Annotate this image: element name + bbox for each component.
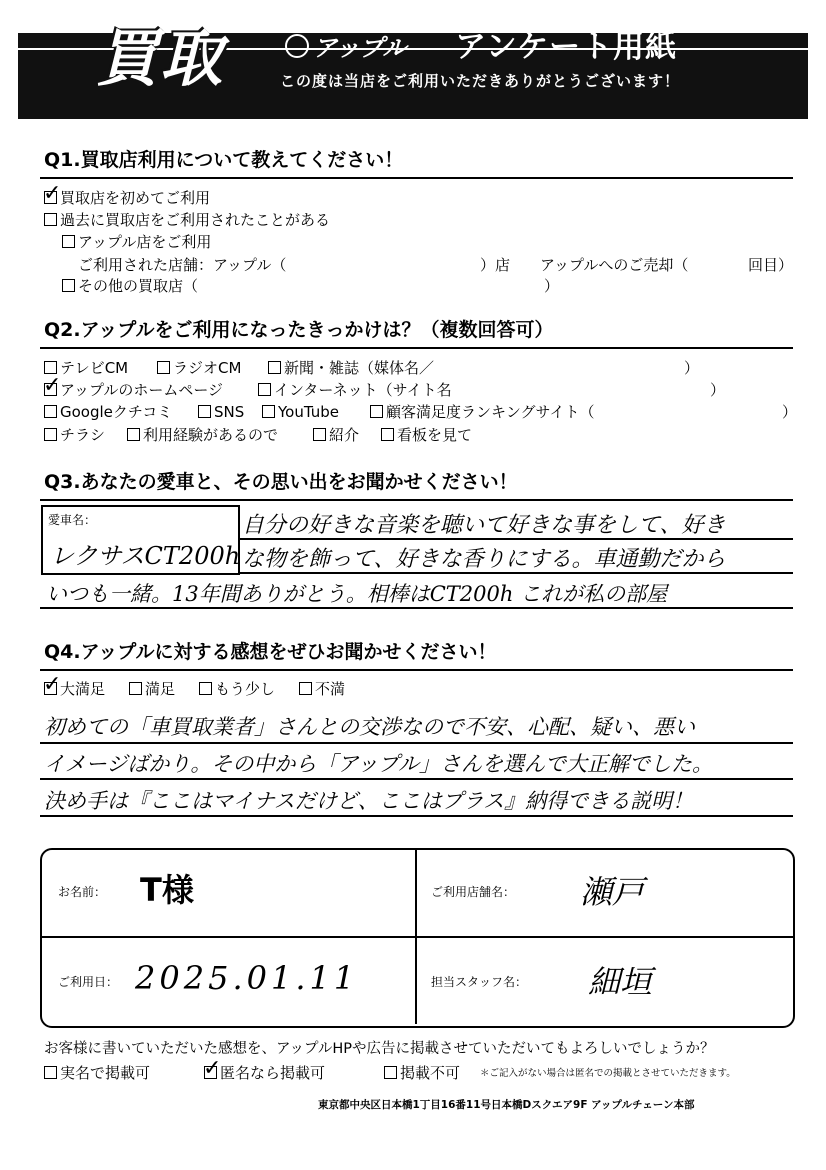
- checkbox[interactable]: [381, 428, 394, 441]
- checkbox[interactable]: [44, 213, 57, 226]
- checkbox[interactable]: [199, 682, 212, 695]
- q1-sales-suffix: 回目）: [748, 256, 794, 274]
- q4-option-little-more[interactable]: もう少し: [199, 682, 275, 697]
- q1-option-other[interactable]: その他の買取店（: [62, 279, 198, 294]
- checkbox[interactable]: [44, 405, 57, 418]
- q1-store-suffix: ）店: [480, 256, 511, 274]
- checkbox[interactable]: [129, 682, 142, 695]
- comment-line-3: [40, 815, 793, 817]
- q2-option-ranking[interactable]: 顧客満足度ランキングサイト（: [370, 405, 595, 420]
- card-divider-vertical: [415, 850, 417, 1024]
- staff-label: 担当スタッフ名：: [431, 975, 528, 989]
- q2-title: Q2.アップルをご利用になったきっかけは？（複数回答可）: [44, 319, 554, 341]
- store-name-label: ご利用店舗名：: [431, 885, 516, 899]
- q1-option-first[interactable]: ✓ 買取店を初めてご利用: [43, 181, 211, 207]
- q4-option-dissatisfied[interactable]: 不満: [299, 682, 345, 697]
- checkbox[interactable]: [62, 279, 75, 292]
- q2-option-flyer[interactable]: チラシ: [44, 428, 105, 443]
- q2-paper-close: ）: [684, 359, 700, 377]
- footer-address: 東京都中央区日本橋1丁目16番11号日本橋Dスクエア9F アップルチェーン本部: [318, 1099, 695, 1111]
- q3-rule: [40, 499, 793, 501]
- checkbox[interactable]: [313, 428, 326, 441]
- checkbox[interactable]: [44, 1066, 57, 1079]
- q2-option-radio[interactable]: ラジオCM: [157, 361, 241, 376]
- comment-text-2: イメージばかり。その中から「アップル」さんを選んで大正解でした。: [44, 752, 714, 776]
- checkbox[interactable]: [384, 1066, 397, 1079]
- q1-sales-label: アップルへのご売却（: [540, 256, 689, 274]
- checkbox[interactable]: [203, 1056, 222, 1081]
- car-name-label: 愛車名：: [48, 513, 97, 527]
- checkbox[interactable]: [43, 373, 62, 398]
- q2-internet-close: ）: [710, 381, 726, 399]
- name-label: お名前：: [58, 885, 107, 899]
- consent-note: ＊ご記入がない場合は匿名での掲載とさせていただきます。: [480, 1068, 736, 1079]
- sheet-title: アンケート用紙: [455, 29, 678, 65]
- staff-value[interactable]: 細垣: [588, 963, 653, 1001]
- q2-option-tv[interactable]: テレビCM: [44, 361, 128, 376]
- checkbox[interactable]: [127, 428, 140, 441]
- checkbox[interactable]: [43, 672, 62, 697]
- check-mark-icon: ✓: [43, 672, 62, 697]
- q4-option-satisfied[interactable]: 満足: [129, 682, 175, 697]
- checkbox[interactable]: [262, 405, 275, 418]
- q2-option-youtube[interactable]: YouTube: [262, 405, 339, 420]
- q1-rule: [40, 177, 793, 179]
- q2-option-homepage[interactable]: ✓ アップルのホームページ: [43, 373, 224, 399]
- checkbox[interactable]: [258, 383, 271, 396]
- q1-title: Q1.買取店利用について教えてください！: [44, 149, 404, 171]
- check-mark-icon: ✓: [203, 1056, 222, 1081]
- brand-name: アップル: [285, 34, 406, 60]
- q4-option-very-satisfied[interactable]: ✓ 大満足: [43, 672, 106, 698]
- check-mark-icon: ✓: [43, 181, 62, 206]
- consent-real-name[interactable]: 実名で掲載可: [44, 1066, 150, 1081]
- q2-option-sign[interactable]: 看板を見て: [381, 428, 472, 443]
- checkbox[interactable]: [44, 428, 57, 441]
- q3-title: Q3.あなたの愛車と、その思い出をお聞かせください！: [44, 471, 518, 493]
- consent-question: お客様に書いていただいた感想を、アップルHPや広告に掲載させていただいてもよろしいでしょうか？: [44, 1041, 715, 1057]
- memory-text-2: な物を飾って、好きな香りにする。車通勤だから: [242, 547, 726, 572]
- comment-line-2: [40, 778, 793, 780]
- checkbox[interactable]: [268, 361, 281, 374]
- store-name-value[interactable]: 瀬戸: [580, 873, 645, 911]
- checkbox[interactable]: [299, 682, 312, 695]
- date-label: ご利用日：: [58, 975, 119, 989]
- q4-rule: [40, 669, 793, 671]
- q1-other-close: ）: [544, 277, 560, 295]
- comment-text-1: 初めての「車買取業者」さんとの交渉なので不安、心配、疑い、悪い: [44, 715, 695, 739]
- consent-not-allowed[interactable]: 掲載不可: [384, 1066, 460, 1081]
- q2-option-intro[interactable]: 紹介: [313, 428, 359, 443]
- q2-option-google[interactable]: Googleクチコミ: [44, 405, 172, 420]
- q2-ranking-close: ）: [782, 403, 798, 421]
- checkbox[interactable]: [370, 405, 383, 418]
- q2-option-internet[interactable]: インターネット（サイト名: [258, 383, 452, 398]
- q1-option-past[interactable]: 過去に買取店をご利用されたことがある: [44, 213, 330, 228]
- consent-anonymous[interactable]: ✓ 匿名なら掲載可: [203, 1056, 326, 1082]
- date-value[interactable]: 2025.01.11: [135, 959, 359, 997]
- comment-line-1: [40, 742, 793, 744]
- name-value[interactable]: T様: [140, 871, 194, 909]
- checkbox[interactable]: [62, 235, 75, 248]
- q4-title: Q4.アップルに対する感想をぜひお聞かせください！: [44, 641, 497, 663]
- q2-option-sns[interactable]: SNS: [198, 405, 244, 420]
- q2-rule: [40, 347, 793, 349]
- memory-text-1: 自分の好きな音楽を聴いて好きな事をして、好き: [242, 513, 726, 538]
- q2-option-experience[interactable]: 利用経験があるので: [127, 428, 278, 443]
- car-name-value: レクサスCT200h: [50, 542, 241, 570]
- checkbox[interactable]: [198, 405, 211, 418]
- checkbox[interactable]: [43, 181, 62, 206]
- q2-option-paper[interactable]: 新聞・雑誌（媒体名／: [268, 361, 434, 376]
- q1-store-label: ご利用された店舗：アップル（: [78, 256, 287, 274]
- kaitori-logo: 買取: [96, 22, 225, 95]
- header-thanks: この度は当店をご利用いただきありがとうございます！: [280, 72, 681, 90]
- q1-option-apple[interactable]: アップル店をご利用: [62, 235, 211, 250]
- brand-logo-icon: [285, 34, 309, 58]
- comment-text-3: 決め手は『ここはマイナスだけど、ここはプラス』納得できる説明！: [44, 789, 694, 813]
- memory-text-3: いつも一緒。13年間ありがとう。相棒はCT200h これが私の部屋: [46, 582, 668, 606]
- checkbox[interactable]: [157, 361, 170, 374]
- check-mark-icon: ✓: [43, 373, 62, 398]
